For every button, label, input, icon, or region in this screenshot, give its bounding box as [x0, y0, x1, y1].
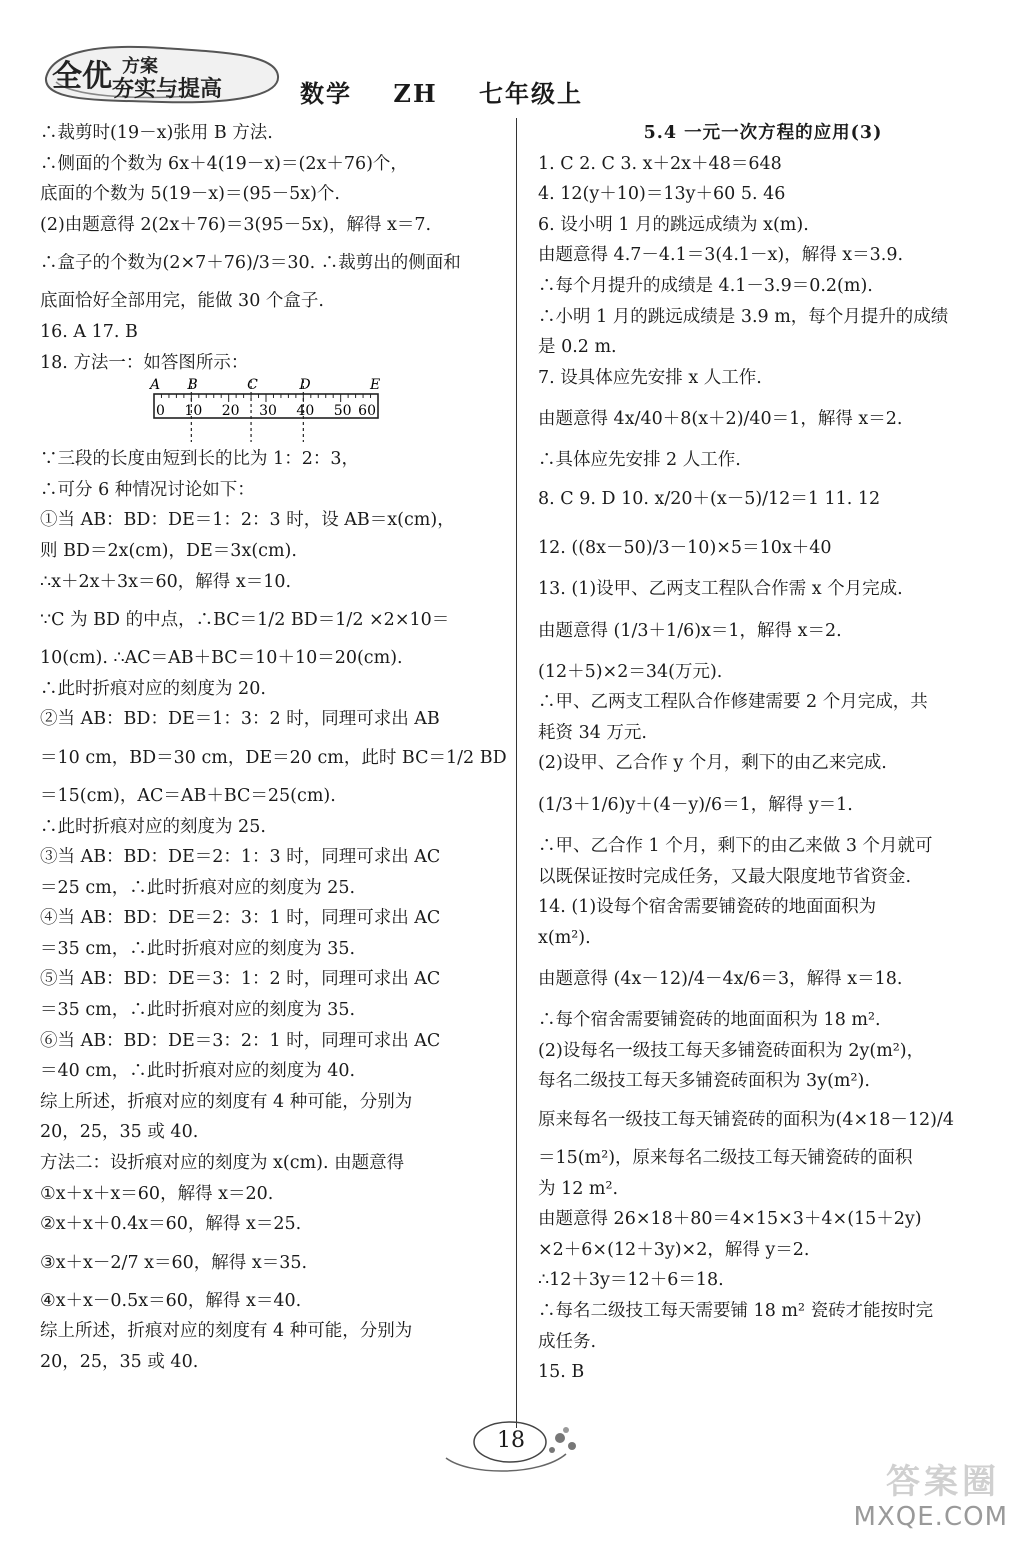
ruler-point-label: A [150, 378, 161, 394]
ruler-point-label: D [299, 378, 311, 394]
right-text-line: 由题意得 26×18＋80＝4×15×3＋4×(15＋2y) [538, 1209, 922, 1230]
right-text-line: ∴甲、乙两支工程队合作修建需要 2 个月完成，共 [538, 692, 928, 713]
svg-text:方案: 方案 [122, 56, 158, 77]
right-text-line: 由题意得 4.7－4.1＝3(4.1－x)，解得 x＝3.9. [538, 245, 904, 266]
left-text-line: ⑤当 AB：BD：DE＝3：1：2 时，同理可求出 AC [40, 969, 441, 990]
ruler-tick-label: 40 [296, 403, 315, 420]
left-text-line: 则 BD＝2x(cm)，DE＝3x(cm). [40, 540, 297, 561]
left-text-line: ∴x＋2x＋3x＝60，解得 x＝10. [40, 571, 292, 592]
right-text-line: 15. B [538, 1362, 585, 1383]
left-text-line: 方法二：设折痕对应的刻度为 x(cm). 由题意得 [40, 1153, 405, 1174]
right-text-line: ∴每个月提升的成绩是 4.1－3.9＝0.2(m). [538, 275, 873, 296]
left-text-line: (2)由题意得 2(2x＋76)＝3(95－5x)，解得 x＝7. [40, 214, 432, 235]
watermark-logo: 答案圈 [886, 1462, 1000, 1502]
right-text-line: 13. (1)设甲、乙两支工程队合作需 x 个月完成. [538, 578, 903, 599]
ruler-tick-label: 10 [184, 403, 203, 420]
left-text-line: ②当 AB：BD：DE＝1：3：2 时，同理可求出 AB [40, 709, 440, 730]
left-text-line: 底面恰好全部用完，能做 30 个盒子. [40, 291, 324, 312]
column-divider [516, 118, 517, 1428]
left-text-line: 10(cm). ∴AC＝AB＋BC＝10＋10＝20(cm). [40, 648, 403, 669]
left-text-line: 18. 方法一：如答图所示： [40, 352, 249, 373]
left-text-line: ①当 AB：BD：DE＝1：2：3 时，设 AB＝x(cm)， [40, 510, 455, 531]
right-text-line: 原来每名一级技工每天铺瓷砖的面积为(4×18－12)/4 [538, 1110, 955, 1131]
right-text-line: 由题意得 (1/3＋1/6)x＝1，解得 x＝2. [538, 620, 842, 641]
left-text-line: ＝10 cm，BD＝30 cm，DE＝20 cm，此时 BC＝1/2 BD [40, 747, 507, 768]
right-text-line: 12. ((8x－50)/3－10)×5＝10x＋40 [538, 537, 832, 558]
right-text-line: ∴小明 1 月的跳远成绩是 3.9 m，每个月提升的成绩 [538, 306, 949, 327]
right-text-line: ×2＋6×(12＋3y)×2，解得 y＝2. [538, 1239, 810, 1260]
ruler-tick-label: 20 [221, 403, 240, 420]
right-text-line: ＝15(m²)，原来每名二级技工每天铺瓷砖的面积 [538, 1148, 913, 1169]
right-text-line: 6. 设小明 1 月的跳远成绩为 x(m). [538, 214, 809, 235]
left-text-line: 20，25，35 或 40. [40, 1122, 199, 1143]
left-text-line: ②x＋x＋0.4x＝60，解得 x＝25. [40, 1214, 302, 1235]
right-text-line: 14. (1)设每个宿舍需要铺瓷砖的地面面积为 [538, 897, 877, 918]
right-column [538, 118, 988, 1388]
right-text-line: (2)设每名一级技工每天多铺瓷砖面积为 2y(m²)， [538, 1040, 925, 1061]
left-text-line: ＝15(cm)，AC＝AB＋BC＝25(cm). [40, 785, 336, 806]
right-text-line: ∴每名二级技工每天需要铺 18 m² 瓷砖才能按时完 [538, 1301, 934, 1322]
right-text-line: 7. 设具体应先安排 x 人工作. [538, 367, 762, 388]
series-title: 数学 ZH 七年级上 [300, 79, 584, 108]
right-text-line: 4. 12(y＋10)＝13y＋60 5. 46 [538, 184, 786, 205]
ruler-point-label: B [187, 378, 198, 394]
left-text-line: ∴此时折痕对应的刻度为 25. [40, 816, 266, 837]
ruler-tick-label: 60 [358, 403, 376, 420]
left-text-line: 综上所述，折痕对应的刻度有 4 种可能，分别为 [40, 1091, 413, 1112]
left-text-line: ∵三段的长度由短到长的比为 1：2：3， [40, 449, 359, 470]
ruler-figure [40, 378, 500, 444]
right-text-line: x(m²). [538, 927, 591, 948]
left-text-line: ③当 AB：BD：DE＝2：1：3 时，同理可求出 AC [40, 847, 441, 868]
page-footer [0, 1418, 1020, 1566]
right-text-line: (1/3＋1/6)y＋(4－y)/6＝1，解得 y＝1. [538, 794, 853, 815]
left-text-line: ⑥当 AB：BD：DE＝3：2：1 时，同理可求出 AC [40, 1030, 441, 1051]
left-text-line: 20，25，35 或 40. [40, 1352, 199, 1372]
right-text-line: ∴每个宿舍需要铺瓷砖的地面面积为 18 m². [538, 1010, 881, 1031]
left-text-line: ＝40 cm，∴此时折痕对应的刻度为 40. [40, 1061, 356, 1082]
right-text-line: (12＋5)×2＝34(万元). [538, 661, 723, 682]
left-text-line: ∴侧面的个数为 6x＋4(19－x)＝(2x＋76)个， [40, 153, 408, 174]
right-text-line: 8. C 9. D 10. x/20＋(x－5)/12＝1 11. 12 [538, 488, 881, 509]
series-logo-icon [42, 42, 282, 106]
left-text-line: ＝25 cm，∴此时折痕对应的刻度为 25. [40, 877, 356, 898]
section-title: 5.4 一元一次方程的应用(3) [643, 123, 883, 143]
left-text-line: ＝35 cm，∴此时折痕对应的刻度为 35. [40, 938, 356, 959]
page-header [30, 40, 990, 110]
right-text-line: ∴具体应先安排 2 人工作. [538, 450, 741, 471]
left-text-line: ∴裁剪时(19－x)张用 B 方法. [40, 123, 273, 143]
left-text-line: 综上所述，折痕对应的刻度有 4 种可能，分别为 [40, 1321, 413, 1342]
right-text-line: 为 12 m². [538, 1178, 619, 1199]
left-text-line: ③x＋x－2/7 x＝60，解得 x＝35. [40, 1252, 308, 1273]
watermark-url: MXQE.COM [853, 1502, 1008, 1532]
ruler-tick-label: 30 [259, 403, 277, 420]
right-text-line: ∴甲、乙合作 1 个月，剩下的由乙来做 3 个月就可 [538, 835, 933, 856]
left-text-line: 底面的个数为 5(19－x)＝(95－5x)个. [40, 184, 340, 205]
left-text-line: ∴此时折痕对应的刻度为 20. [40, 678, 266, 699]
left-text-line: ∴盒子的个数为(2×7＋76)/3＝30. ∴裁剪出的侧面和 [40, 253, 461, 274]
right-text-line: 由题意得 4x/40＋8(x＋2)/40＝1，解得 x＝2. [538, 409, 903, 430]
ruler-point-label: E [370, 378, 381, 394]
right-text-line: ∴12＋3y＝12＋6＝18. [538, 1270, 724, 1291]
right-text-line: 成任务. [538, 1331, 597, 1352]
right-text-line: 由题意得 (4x－12)/4－4x/6＝3，解得 x＝18. [538, 969, 903, 990]
left-text-line: ＝35 cm，∴此时折痕对应的刻度为 35. [40, 1000, 356, 1021]
right-text-line: 耗资 34 万元. [538, 722, 647, 743]
right-text-line: 以既保证按时完成任务，又最大限度地节省资金. [538, 866, 912, 887]
left-text-line: 16. A 17. B [40, 321, 138, 342]
left-column [40, 118, 507, 1378]
right-text-line: 1. C 2. C 3. x＋2x＋48＝648 [538, 153, 782, 174]
right-text-line: (2)设甲、乙合作 y 个月，剩下的由乙来完成. [538, 753, 887, 774]
right-text-line: 每名二级技工每天多铺瓷砖面积为 3y(m²). [538, 1071, 870, 1092]
left-text-line: ∵C 为 BD 的中点，∴BC＝1/2 BD＝1/2 ×2×10＝ [40, 610, 450, 631]
right-text-line: 是 0.2 m. [538, 337, 617, 358]
ruler-point-label: C [247, 378, 258, 394]
ruler-tick-label: 0 [156, 403, 165, 420]
svg-text:夯实与提高: 夯实与提高 [112, 77, 223, 102]
page-number: 18 [497, 1428, 525, 1453]
left-text-line: ④当 AB：BD：DE＝2：3：1 时，同理可求出 AC [40, 908, 441, 929]
left-text-line: ④x＋x－0.5x＝60，解得 x＝40. [40, 1290, 302, 1311]
left-text-line: ∴可分 6 种情况讨论如下： [40, 479, 255, 500]
ruler-tick-label: 50 [333, 403, 352, 420]
svg-text:全优: 全优 [52, 59, 112, 94]
left-text-line: ①x＋x＋x＝60，解得 x＝20. [40, 1183, 274, 1204]
